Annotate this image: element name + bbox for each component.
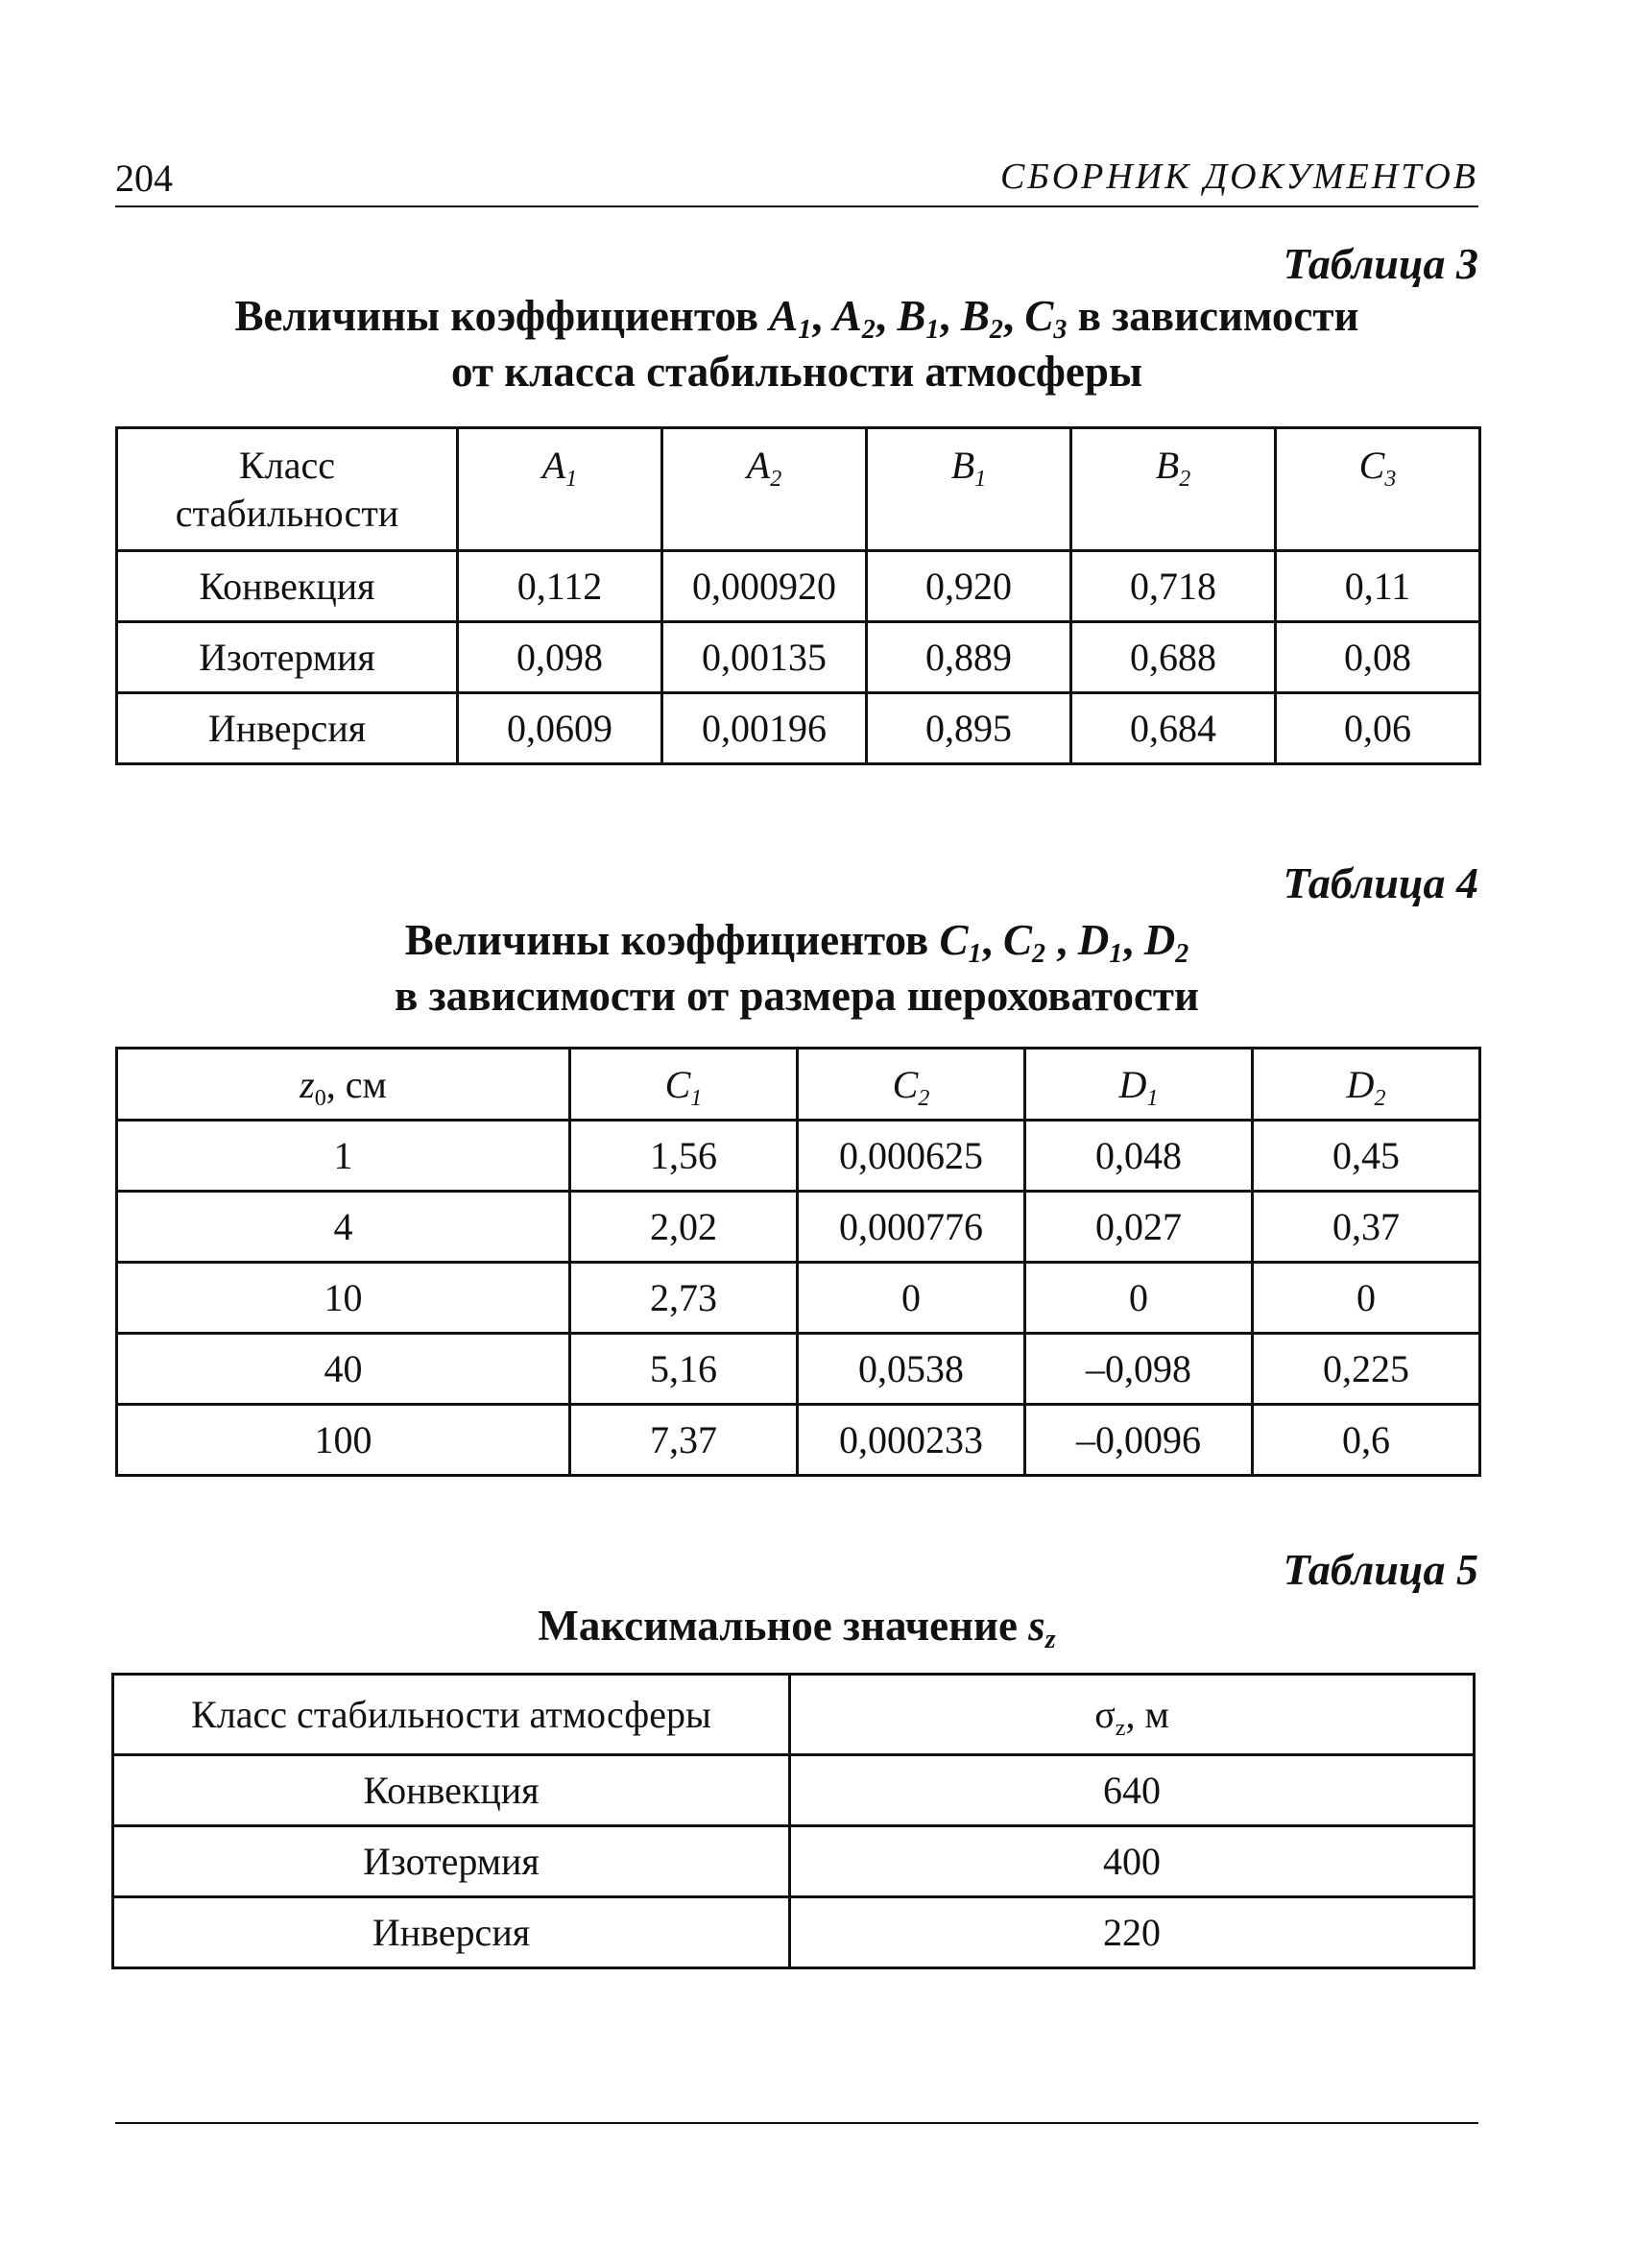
table5-header-row: [113, 1675, 1475, 1755]
table5: [111, 1673, 1476, 1969]
table4-header-row: [117, 1049, 1480, 1121]
page-number: 204: [115, 157, 173, 200]
table5-header-sigma: $\sigma_z$, м: [790, 1675, 1475, 1755]
table-row: Изотермия 0,098 0,00135 0,889 0,688 0,08: [117, 622, 1480, 693]
table4-header-c1: $C_1$: [570, 1049, 798, 1121]
table4-label: Таблица 4: [1283, 858, 1478, 907]
table3-title-line2: от класса стабильности атмосферы: [450, 348, 1143, 396]
table3-header-row: [117, 428, 1480, 551]
table-row: 40 5,16 0,0538 –0,098 0,225: [117, 1334, 1480, 1405]
table5-label: Таблица 5: [1283, 1545, 1478, 1594]
header-rule: [115, 205, 1478, 207]
table4-header-d2: $D_2$: [1253, 1049, 1480, 1121]
table3-header-c3: $C_3$: [1276, 428, 1480, 551]
table3-header-b1: $B_1$: [867, 428, 1071, 551]
table4-title: [115, 912, 1478, 1024]
table5-title: Максимальное значение $s_z$: [538, 1602, 1056, 1654]
table3-title-line1: Величины коэффициентов $A_1$, $A_2$, $B_1$, $B_2$, $C_3$ в зависимости: [234, 292, 1359, 345]
table-row: 10 2,73 0 0 0: [117, 1263, 1480, 1334]
table4: [115, 1047, 1481, 1477]
table-row: 100 7,37 0,000233 –0,0096 0,6: [117, 1405, 1480, 1476]
table3-header-b2: $B_2$: [1071, 428, 1276, 551]
table-row: 4 2,02 0,000776 0,027 0,37: [117, 1192, 1480, 1263]
table-row: Инверсия 220: [113, 1897, 1475, 1968]
table4-header-z0: $z_0$, см: [117, 1049, 570, 1121]
table4-header-d1: $D_1$: [1025, 1049, 1253, 1121]
table3-title: [115, 288, 1478, 399]
table-row: Конвекция 640: [113, 1755, 1475, 1826]
table3-header-a2: $A_2$: [662, 428, 867, 551]
table-row: 1 1,56 0,000625 0,048 0,45: [117, 1121, 1480, 1192]
table4-title-line1: Величины коэффициентов $C_1$, $C_2$ , $D_1$, $D_2$: [404, 916, 1189, 969]
footer-rule: [115, 2122, 1478, 2124]
table3-header-class: Класс стабильности: [117, 428, 458, 551]
table3-header-a1: $A_1$: [458, 428, 662, 551]
table-row: Изотермия 400: [113, 1826, 1475, 1897]
running-head: СБОРНИК ДОКУМЕНТОВ: [999, 157, 1478, 197]
table3-label: Таблица 3: [1283, 239, 1478, 288]
table5-header-class: Класс стабильности атмосферы: [113, 1675, 790, 1755]
table3: [115, 426, 1481, 765]
table-row: Конвекция 0,112 0,000920 0,920 0,718 0,11: [117, 551, 1480, 622]
table4-title-line2: в зависимости от размера шероховатости: [395, 972, 1199, 1020]
table4-header-c2: $C_2$: [798, 1049, 1025, 1121]
table-row: Инверсия 0,0609 0,00196 0,895 0,684 0,06: [117, 693, 1480, 764]
